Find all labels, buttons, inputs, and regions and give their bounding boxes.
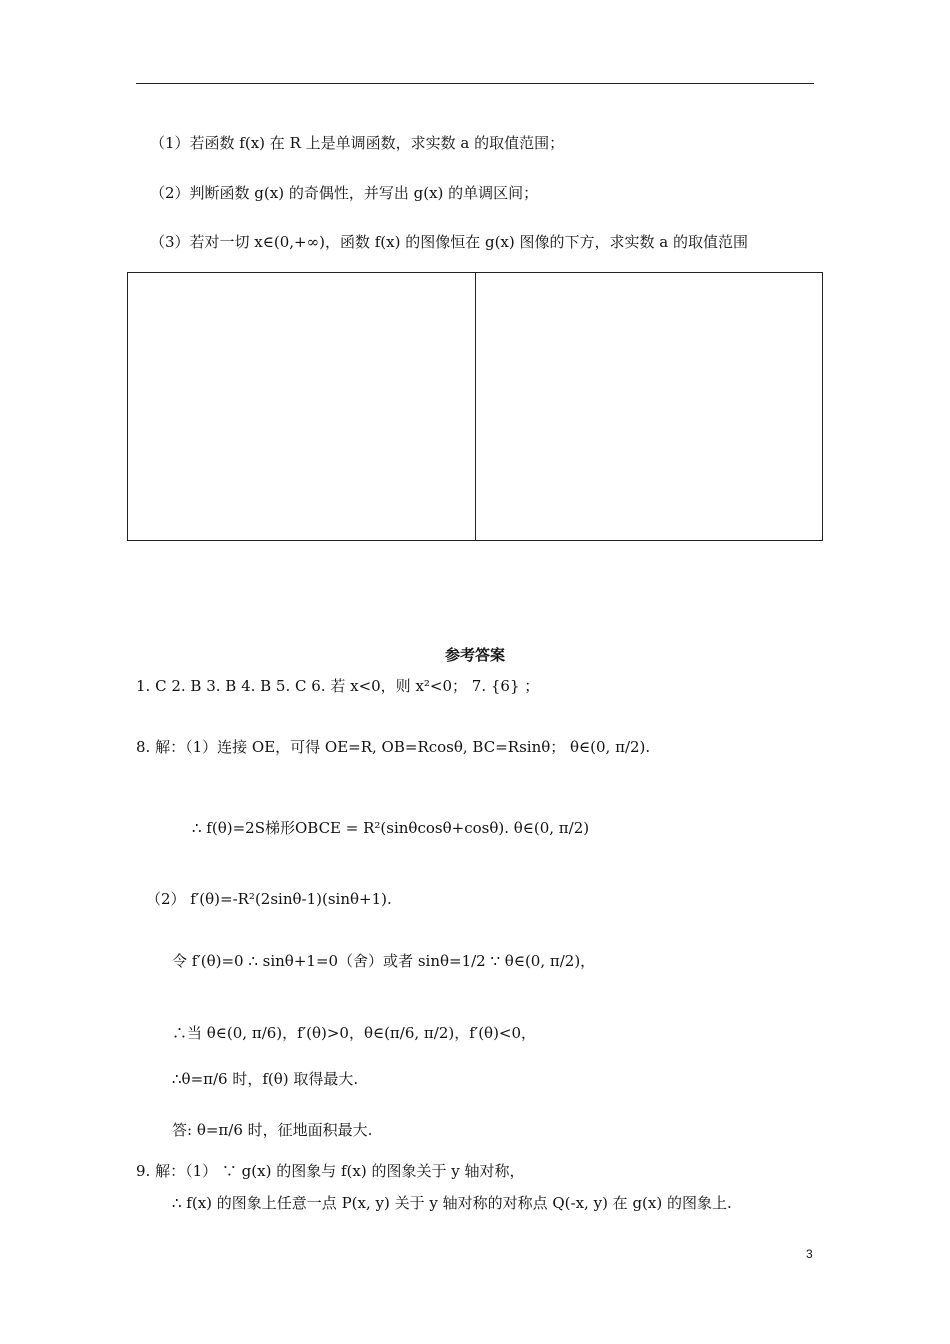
answer-box-divider (475, 273, 476, 540)
question-2: （2）判断函数 g(x) 的奇偶性，并写出 g(x) 的单调区间； (150, 184, 539, 202)
question-1: （1）若函数 f(x) 在 R 上是单调函数，求实数 a 的取值范围； (150, 134, 565, 152)
answer-9-line-b: ∴ f(x) 的图象上任意一点 P(x, y) 关于 y 轴对称的对称点 Q(-x, y) 在 g(x) 的图象上. (172, 1194, 732, 1212)
answer-8-line-c: （2） f′(θ)=-R²(2sinθ-1)(sinθ+1). (146, 890, 392, 908)
answer-8-line-e: ∴当 θ∈(0, π/6)，f′(θ)>0，θ∈(π/6, π/2)，f′(θ)<0， (172, 1024, 537, 1042)
page-number: 3 (806, 1247, 813, 1261)
answer-line-1: 1. C 2. B 3. B 4. B 5. C 6. 若 x<0，则 x²<0； 7. {6} ； (136, 677, 540, 695)
answer-8-line-b: ∴ f(θ)=2S梯形OBCE = R²(sinθcosθ+cosθ). θ∈(0, π/2) (192, 819, 590, 837)
answer-title: 参考答案 (444, 646, 505, 664)
header-rule (136, 83, 814, 84)
answer-box (127, 272, 823, 541)
answer-8-line-g: 答: θ=π/6 时，征地面积最大. (172, 1121, 373, 1139)
answer-9-line-a: 9. 解：（1） ∵ g(x) 的图象与 f(x) 的图象关于 y 轴对称， (136, 1162, 525, 1180)
answer-8-line-d: 令 f′(θ)=0 ∴ sinθ+1=0（舍）或者 sinθ=1/2 ∵ θ∈(0, π/2)， (172, 952, 596, 970)
question-3: （3）若对一切 x∈(0,+∞)，函数 f(x) 的图像恒在 g(x) 图像的下方，求实数 a 的取值范围 (150, 233, 748, 251)
answer-8-line-f: ∴θ=π/6 时，f(θ) 取得最大. (172, 1070, 359, 1088)
answer-8-line-a: 8. 解：（1）连接 OE，可得 OE=R, OB=Rcosθ, BC=Rsinθ； θ∈(0, π/2). (136, 738, 651, 756)
